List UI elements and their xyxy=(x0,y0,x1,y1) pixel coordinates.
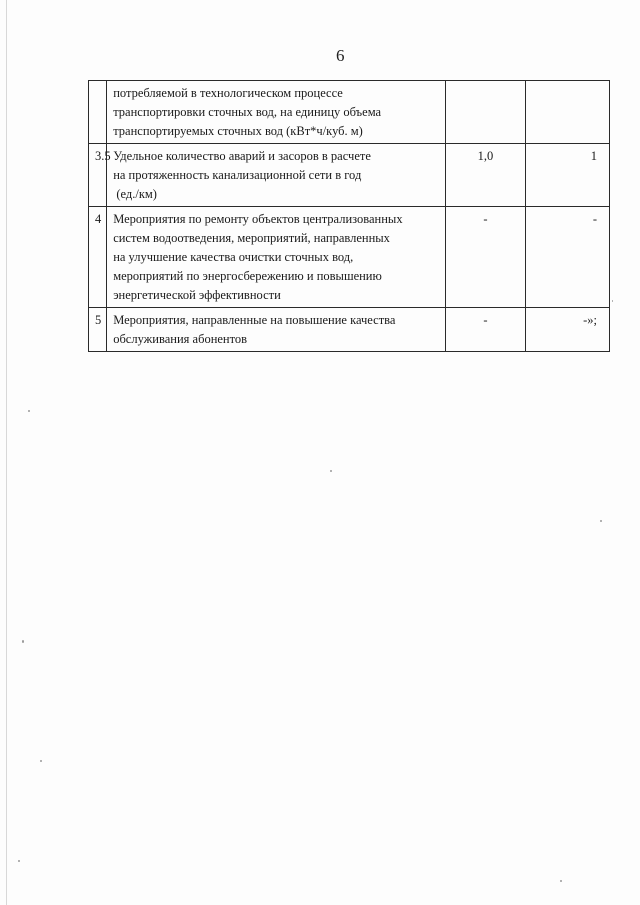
row-value-1: - xyxy=(446,308,526,352)
description-line: на протяженность канализационной сети в год xyxy=(113,168,362,182)
table-row xyxy=(89,308,610,352)
description-line: энергетической эффективности xyxy=(113,288,281,302)
scan-speck xyxy=(40,760,42,762)
description-line: систем водоотведения, мероприятий, направленных xyxy=(113,231,390,245)
description-line: на улучшение качества очистки сточных вод, xyxy=(113,250,354,264)
table-row xyxy=(89,144,610,207)
table-row xyxy=(89,81,610,144)
description-line: Мероприятия, направленные на повышение качества xyxy=(113,313,396,327)
description-line: мероприятий по энергосбережению и повышению xyxy=(113,269,382,283)
description-line: Удельное количество аварий и засоров в расчете xyxy=(113,149,371,163)
row-description xyxy=(107,144,446,207)
row-description xyxy=(107,81,446,144)
row-number xyxy=(89,81,107,144)
description-line: транспортировки сточных вод, на единицу объема xyxy=(113,105,382,119)
row-number: 4 xyxy=(89,207,107,308)
row-value-1: 1,0 xyxy=(446,144,526,207)
scan-speck xyxy=(560,880,562,882)
row-value-1 xyxy=(446,81,526,144)
description-line: (ед./км) xyxy=(113,187,157,201)
scan-speck xyxy=(612,300,613,302)
description-line: обслуживания абонентов xyxy=(113,332,248,346)
scan-speck xyxy=(28,410,30,412)
description-line: Мероприятия по ремонту объектов централизованных xyxy=(113,212,403,226)
scan-edge-line xyxy=(6,0,7,905)
row-number: 5 xyxy=(89,308,107,352)
description-line: потребляемой в технологическом процессе xyxy=(113,86,343,100)
page-number: 6 xyxy=(336,46,345,65)
row-description xyxy=(107,207,446,308)
row-value-2: - xyxy=(525,207,609,308)
row-value-2: -»; xyxy=(525,308,609,352)
row-value-2 xyxy=(525,81,609,144)
indicators-table xyxy=(88,80,610,352)
row-description xyxy=(107,308,446,352)
row-value-2: 1 xyxy=(525,144,609,207)
description-line: транспортируемых сточных вод (кВт*ч/куб. м) xyxy=(113,124,363,138)
scan-speck xyxy=(330,470,332,472)
row-value-1: - xyxy=(446,207,526,308)
scan-speck xyxy=(22,640,24,643)
table-row xyxy=(89,207,610,308)
scan-speck xyxy=(600,520,602,522)
row-number: 3.5 xyxy=(89,144,107,207)
scan-speck xyxy=(18,860,20,862)
